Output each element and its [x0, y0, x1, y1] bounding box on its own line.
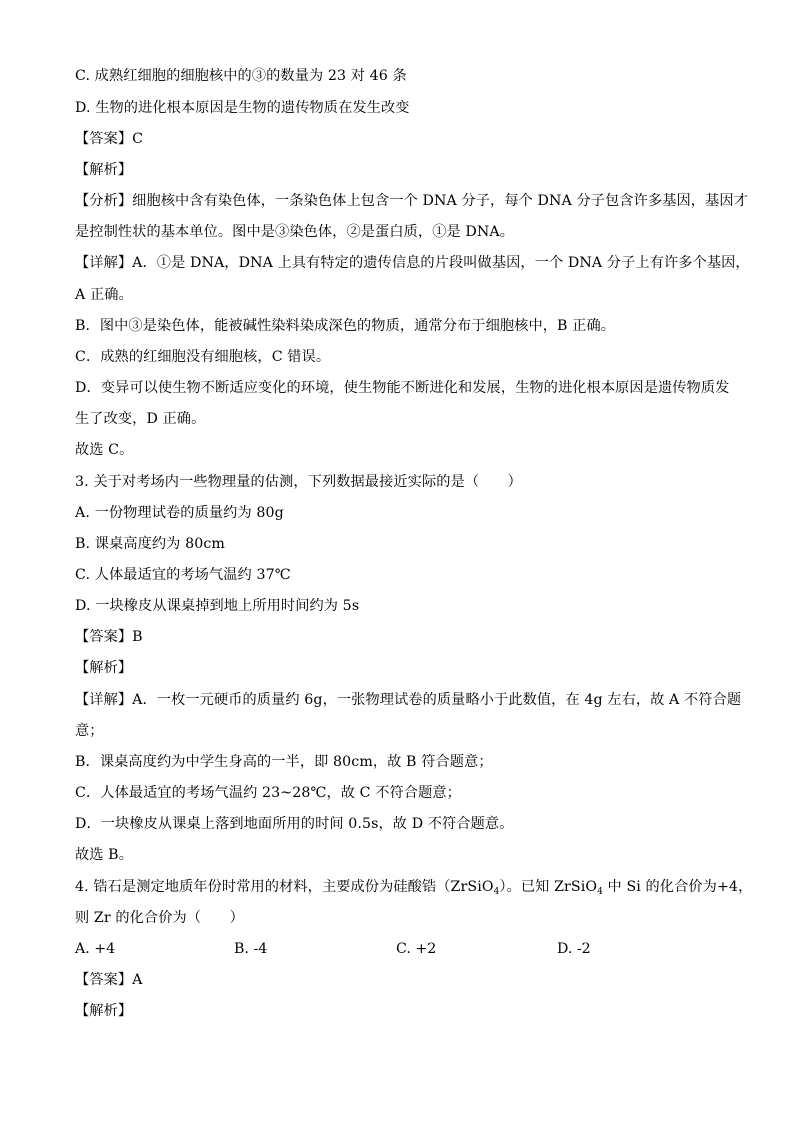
q3-option-c: C. 人体最适宜的考场气温约 37℃ [75, 567, 291, 583]
q2-detail-d-line1: D．变异可以使生物不断适应变化的环境，使生物能不断进化和发展，生物的进化根本原因是遗传物质发 [75, 380, 730, 396]
q4-stem-part2: ）。已知 ZrSiO [499, 879, 598, 895]
q3-conclusion: 故选 B。 [75, 847, 133, 863]
q3-detail-a-line1: 【详解】A．一枚一元硬币的质量约 6g，一张物理试卷的质量略小于此数值，在 4g 左右，故 A 不符合题 [75, 692, 742, 708]
q2-detail-a-line1: 【详解】A．①是 DNA，DNA 上具有特定的遗传信息的片段叫做基因，一个 DNA 分子上有许多个基因， [75, 255, 750, 271]
q2-conclusion: 故选 C。 [75, 442, 134, 458]
q4-stem-sub2: 4 [597, 887, 603, 897]
q2-option-c: C. 成熟红细胞的细胞核中的③的数量为 23 对 46 条 [75, 68, 407, 84]
q4-stem-part3: 中 Si 的化合价为+4， [602, 879, 753, 895]
q2-answer: 【答案】C [75, 131, 144, 147]
q4-answer: 【答案】A [75, 972, 143, 988]
q3-option-b: B. 课桌高度约为 80cm [75, 536, 225, 552]
q2-detail-c: C．成熟的红细胞没有细胞核，C 错误。 [75, 349, 331, 365]
q3-detail-d: D．一块橡皮从课桌上落到地面所用的时间 0.5s，故 D 不符合题意。 [75, 816, 514, 832]
q3-option-d: D. 一块橡皮从课桌掉到地上所用时间约为 5s [75, 598, 360, 614]
q3-stem: 3. 关于对考场内一些物理量的估测，下列数据最接近实际的是（ ） [75, 474, 522, 490]
q4-option-a: A. +4 [75, 941, 116, 957]
q3-detail-c: C．人体最适宜的考场气温约 23~28℃，故 C 不符合题意； [75, 785, 461, 801]
q4-option-b: B. -4 [234, 941, 268, 957]
q4-stem-line2: 则 Zr 的化合价为（ ） [75, 910, 244, 926]
q4-stem-part1: 4. 锆石是测定地质年份时常用的材料，主要成份为硅酸锆（ZrSiO [75, 879, 494, 895]
q3-option-a: A. 一份物理试卷的质量约为 80g [75, 505, 284, 521]
q2-fenxi-line1: 【分析】细胞核中含有染色体，一条染色体上包含一个 DNA 分子，每个 DNA 分子包含许多基因，基因才 [75, 193, 748, 209]
q2-detail-a-line2: A 正确。 [75, 287, 133, 303]
q2-detail-b: B．图中③是染色体，能被碱性染料染成深色的物质，通常分布于细胞核中，B 正确。 [75, 318, 616, 334]
q4-option-d: D. -2 [557, 941, 591, 957]
q4-option-c: C. +2 [396, 941, 437, 957]
q4-analysis-label: 【解析】 [75, 1003, 133, 1019]
q3-detail-b: B．课桌高度约为中学生身高的一半，即 80cm，故 B 符合题意； [75, 754, 493, 770]
q3-analysis-label: 【解析】 [75, 660, 133, 676]
q4-stem-sub1: 4 [493, 887, 500, 897]
q2-option-d: D. 生物的进化根本原因是生物的遗传物质在发生改变 [75, 100, 410, 116]
q2-analysis-label: 【解析】 [75, 162, 133, 178]
q4-stem-line1 [75, 877, 752, 897]
q2-detail-d-line2: 生了改变，D 正确。 [75, 411, 206, 427]
q3-answer: 【答案】B [75, 629, 143, 645]
q3-detail-a-line2: 意； [75, 723, 104, 739]
q2-fenxi-line2: 是控制性状的基本单位。图中是③染色体，②是蛋白质，①是 DNA。 [75, 224, 514, 240]
